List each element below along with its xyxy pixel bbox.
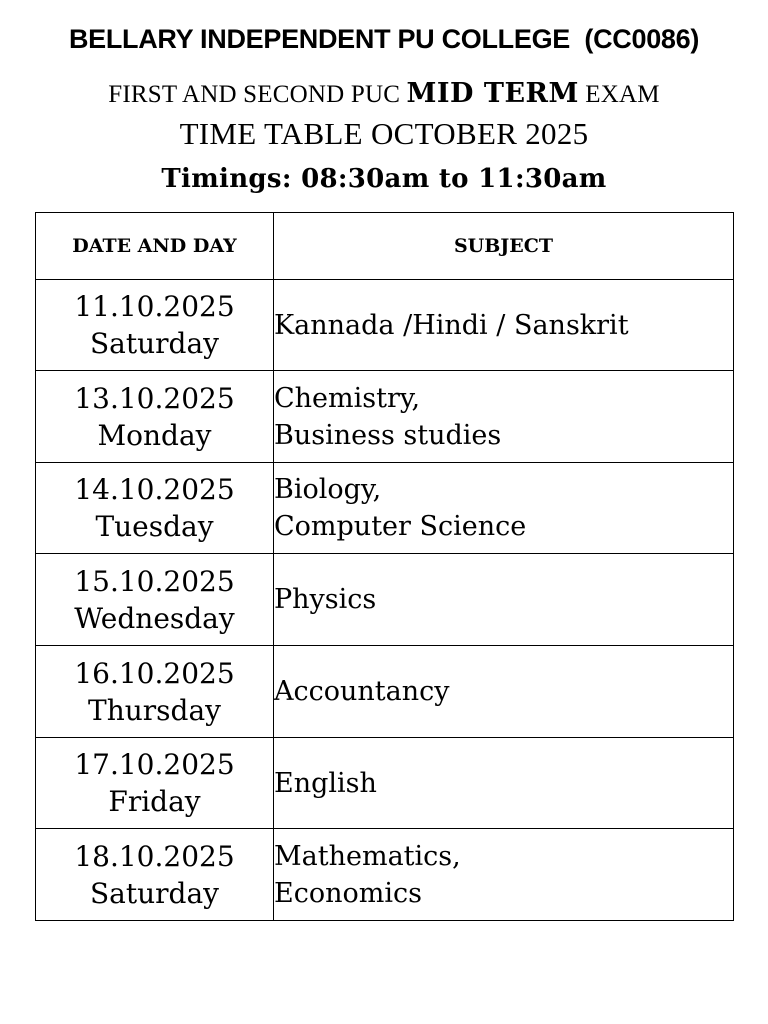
date-day-cell xyxy=(36,829,274,921)
subject-name: Mathematics, xyxy=(274,840,461,872)
exam-day: Tuesday xyxy=(95,510,214,543)
column-header-date: DATE AND DAY xyxy=(36,213,274,280)
subject-cell xyxy=(274,829,734,921)
exam-timings: Timings: 08:30am to 11:30am xyxy=(161,164,607,194)
subject-name: Chemistry, xyxy=(274,382,421,414)
subject-cell xyxy=(274,280,734,371)
subject-name: Computer Science xyxy=(274,511,527,542)
subject-cell xyxy=(274,738,734,829)
table-row xyxy=(36,371,734,463)
table-row xyxy=(36,280,734,371)
schedule-body xyxy=(36,280,734,921)
date-day-cell xyxy=(36,738,274,829)
table-row xyxy=(36,646,734,738)
exam-day: Saturday xyxy=(90,327,219,360)
exam-date: 16.10.2025 xyxy=(74,656,235,690)
table-row xyxy=(36,463,734,554)
table-row xyxy=(36,554,734,646)
exam-title-emphasis: MID TERM xyxy=(406,78,579,109)
subject-name: Kannada /Hindi / Sanskrit xyxy=(274,309,629,341)
subject-name: Physics xyxy=(274,584,377,615)
exam-day: Wednesday xyxy=(74,601,235,635)
table-row xyxy=(36,829,734,921)
subject-name: Accountancy xyxy=(274,676,450,707)
exam-date: 18.10.2025 xyxy=(74,839,235,873)
subject-name: Economics xyxy=(274,877,422,909)
table-row xyxy=(36,738,734,829)
date-day-cell xyxy=(36,463,274,554)
subject-cell xyxy=(274,554,734,646)
date-day-cell xyxy=(36,646,274,738)
exam-day: Thursday xyxy=(88,693,221,727)
subject-name: English xyxy=(274,767,377,799)
subject-name: Business studies xyxy=(274,419,502,451)
exam-day: Friday xyxy=(108,785,201,818)
exam-date: 14.10.2025 xyxy=(74,473,235,506)
exam-title-prefix: FIRST AND SECOND PUC xyxy=(108,81,407,108)
column-header-subject: SUBJECT xyxy=(274,213,734,280)
exam-date: 15.10.2025 xyxy=(74,564,235,598)
exam-day: Saturday xyxy=(90,876,219,910)
date-day-cell xyxy=(36,280,274,371)
date-day-cell xyxy=(36,371,274,463)
date-day-cell xyxy=(36,554,274,646)
exam-date: 11.10.2025 xyxy=(74,290,235,323)
exam-title-suffix: EXAM xyxy=(578,81,660,108)
subject-cell xyxy=(274,463,734,554)
exam-date: 13.10.2025 xyxy=(74,381,235,415)
college-title: BELLARY INDEPENDENT PU COLLEGE (CC0086) xyxy=(68,24,700,54)
exam-date: 17.10.2025 xyxy=(74,748,235,781)
subject-cell xyxy=(274,371,734,463)
subject-name: Biology, xyxy=(274,474,382,505)
timetable-title: TIME TABLE OCTOBER 2025 xyxy=(179,116,589,151)
exam-day: Monday xyxy=(97,418,212,452)
exam-schedule-table xyxy=(35,212,734,921)
table-header-row xyxy=(36,213,734,280)
exam-title xyxy=(0,78,768,109)
subject-cell xyxy=(274,646,734,738)
